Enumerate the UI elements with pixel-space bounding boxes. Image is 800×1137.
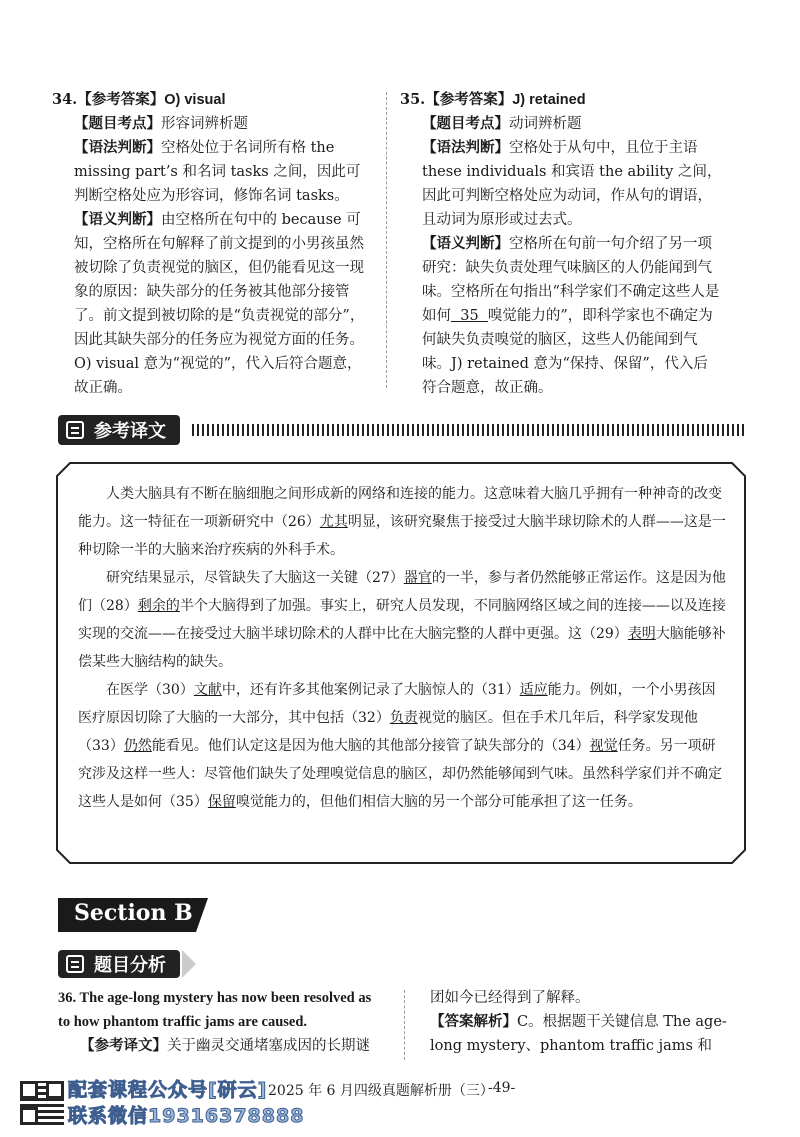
translation-para-2: 研究结果显示，尽管缺失了大脑这一关键（27）器官的一半，参与者仍然能够正常运作。这是因为他们（28）剩余的半个大脑得到了加强。事实上，研究人员发现，不同脑网络区域之间的连接——以及连接实现的交流——在接受过大脑半球切除术的人群中比在大脑完整的人群中更强。这（29）表明大脑能够补偿某些大脑结构的缺失。 — [78, 570, 726, 670]
answer-26: 尤其 — [319, 514, 348, 530]
q36-trans-a: 关于幽灵交通堵塞成因的长期谜 — [167, 1038, 370, 1054]
q34-kaodian-tag: 【题目考点】 — [74, 115, 161, 132]
q35-semantic-b: 嗅觉能力的”，即科学家也不确定为何缺失负责嗅觉的脑区，这些人仍能闻到气味。J) retained 意为“保持、保留”，代入后符合题意，故正确。 — [422, 308, 713, 396]
answer-32: 负责 — [389, 710, 418, 726]
question-34-block — [52, 88, 374, 400]
q35-semantic-tag: 【语义判断】 — [422, 235, 509, 252]
page-info: 2025 年 6 月四级真题解析册（三） — [268, 1083, 494, 1099]
q36-trans-tag: 【参考译文】 — [80, 1037, 167, 1054]
translation-header — [58, 415, 746, 445]
qr-code-icon — [20, 1081, 64, 1125]
translation-header-label: 参考译文 — [94, 421, 166, 442]
header-stripes — [192, 424, 746, 436]
answer-34: 视觉 — [589, 738, 618, 754]
q36-number: 36. — [58, 990, 77, 1006]
q35-grammar: 空格处于从句中，且位于主语 these individuals 和宾语 the ability 之间，因此可判断空格处应为动词，作从句的谓语，且动词为原形或过去式。 — [422, 140, 722, 228]
q35-number: 35. — [400, 91, 426, 108]
answer-30: 文献 — [193, 682, 222, 698]
section-b-label: Section B — [74, 900, 193, 926]
q36-jiexi: C。根据题干关键信息 The age-long mystery、phantom traffic jams 和 — [430, 1014, 727, 1054]
answer-31: 适应 — [519, 682, 548, 698]
q34-kaodian: 形容词辨析题 — [161, 116, 248, 132]
answer-33: 仍然 — [123, 738, 152, 754]
q36-trans-b: 团如今已经得到了解释。 — [430, 990, 590, 1006]
column-divider — [386, 92, 387, 388]
q35-answer: J) retained — [512, 92, 586, 108]
q34-semantic-tag: 【语义判断】 — [74, 211, 161, 228]
q34-grammar: 空格处位于名词所有格 the missing part’s 和名词 tasks 之间，因此可判断空格处应为形容词，修饰名词 tasks。 — [74, 140, 361, 204]
question-36-left — [58, 986, 384, 1058]
document-icon — [66, 421, 84, 439]
page-number: -49- — [488, 1080, 516, 1096]
document-icon — [66, 955, 84, 973]
q36-stem: The age-long mystery has now been resolved as to how phantom traffic jams are caused. — [58, 990, 372, 1030]
promo-line-1: 配套课程公众号[研云] — [68, 1079, 268, 1101]
q35-kaodian-tag: 【题目考点】 — [422, 115, 509, 132]
question-36-right — [430, 986, 730, 1058]
q35-semantic-a: 空格所在句前一句介绍了另一项研究：缺失负责处理气味脑区的人仍能闻到气味。空格所在句指出“科学家们不确定这些人是如何 — [422, 236, 720, 324]
q35-blank — [451, 308, 488, 324]
q34-answer: O) visual — [164, 92, 226, 108]
translation-para-1: 人类大脑具有不断在脑细胞之间形成新的网络和连接的能力。这意味着大脑几乎拥有一种神奇的改变能力。这一特征在一项新研究中（26）尤其明显，该研究聚焦于接受过大脑半球切除术的人群——这是一种切除一半的大脑来治疗疾病的外科手术。 — [78, 486, 726, 558]
q35-grammar-tag: 【语法判断】 — [422, 139, 509, 156]
q34-grammar-tag: 【语法判断】 — [74, 139, 161, 156]
answer-35: 保留 — [207, 794, 236, 810]
footer — [0, 1075, 800, 1135]
q35-blank-number: 35 — [460, 308, 479, 324]
question-35-block — [400, 88, 722, 400]
answer-27: 器官 — [403, 570, 432, 586]
q34-number: 34. — [52, 91, 78, 108]
translation-box — [56, 462, 746, 864]
q34-answer-tag: 【参考答案】 — [77, 91, 165, 108]
answer-28: 剩余的 — [137, 598, 180, 614]
column-divider-2 — [404, 990, 405, 1060]
q35-answer-tag: 【参考答案】 — [425, 91, 513, 108]
q35-kaodian: 动词辨析题 — [509, 116, 582, 132]
analysis-header-label: 题目分析 — [94, 955, 166, 976]
section-b-banner — [58, 898, 214, 932]
answer-29: 表明 — [627, 626, 656, 642]
promo-line-2: 联系微信19316378888 — [68, 1105, 305, 1127]
q36-jiexi-tag: 【答案解析】 — [430, 1013, 517, 1030]
q34-semantic: 由空格所在句中的 because 可知，空格所在句解释了前文提到的小男孩虽然被切除了负责视觉的脑区，但仍能看见这一现象的原因：缺失部分的任务被其他部分接管了。前文提到被切除的是“负责视觉的部分”，因此其缺失部分的任务应为视觉方面的任务。O) visual 意为“视觉的”，代入后符合题意，故正确。 — [74, 212, 365, 396]
translation-para-3: 在医学（30）文献中，还有许多其他案例记录了大脑惊人的（31）适应能力。例如，一个小男孩因医疗原因切除了大脑的一大部分，其中包括（32）负责视觉的脑区。但在手术几年后，科学家发现他（33）仍然能看见。他们认定这是因为他大脑的其他部分接管了缺失部分的（34）视觉任务。另一项研究涉及这样一些人：尽管他们缺失了处理嗅觉信息的脑区，却仍然能够闻到气味。虽然科学家们并不确定这些人是如何（35）保留嗅觉能力的，但他们相信大脑的另一个部分可能承担了这一任务。 — [78, 682, 722, 810]
analysis-header — [58, 950, 196, 978]
